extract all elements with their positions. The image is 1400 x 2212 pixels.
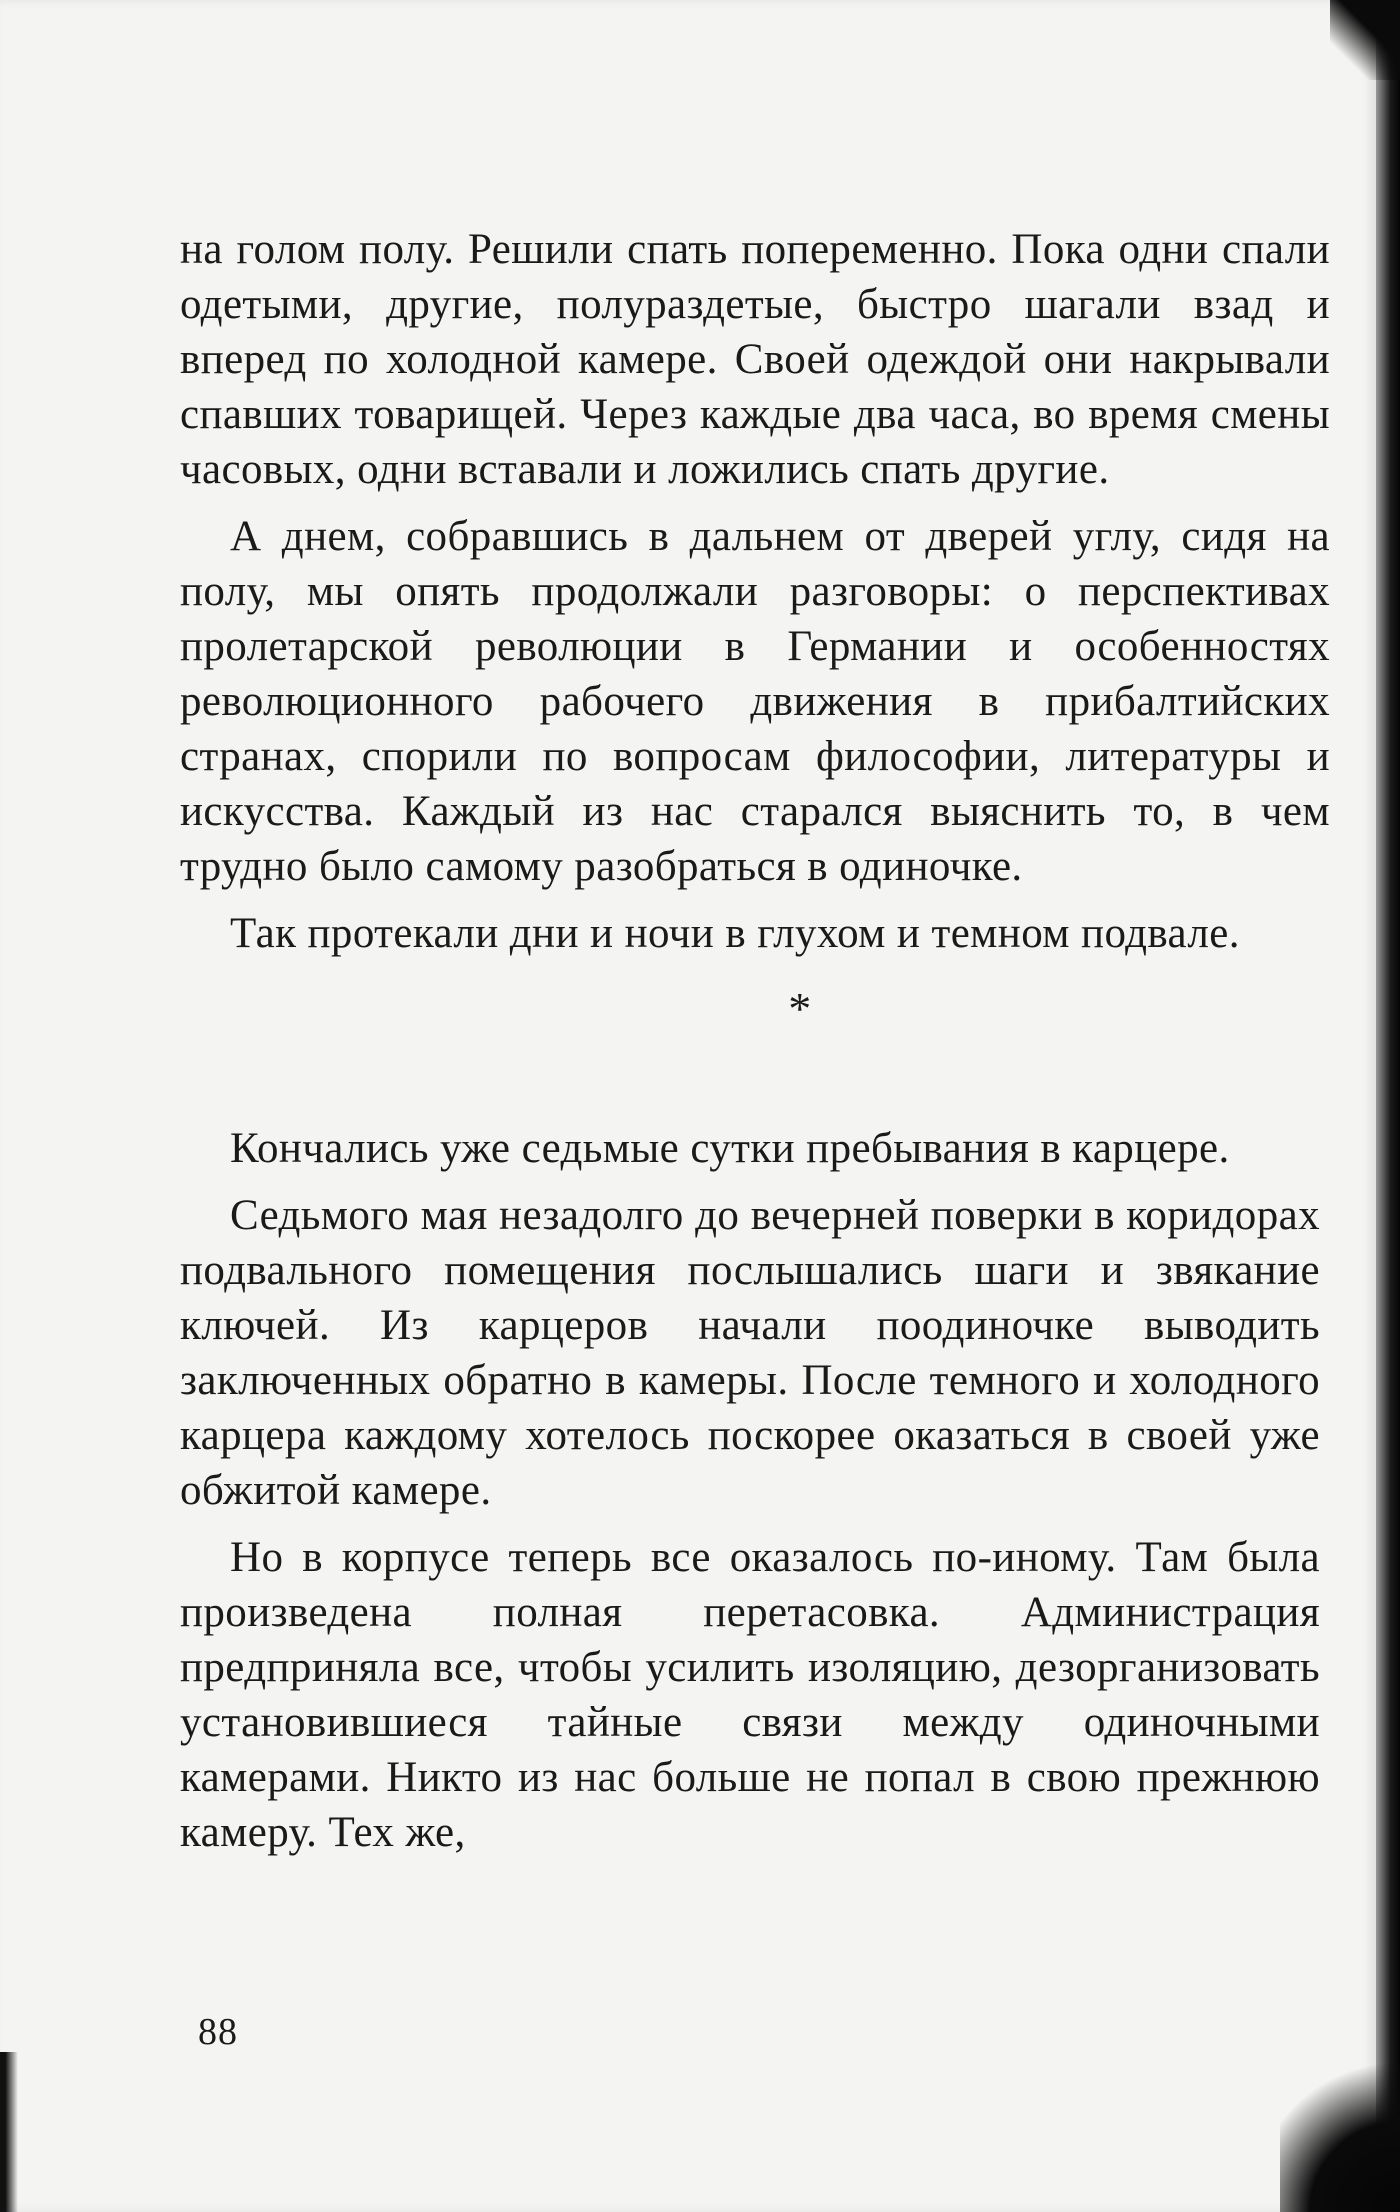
page-right-edge-shadow bbox=[1376, 0, 1400, 2212]
page-body bbox=[180, 222, 1360, 1872]
paragraph-1: на голом полу. Решили спать попеременно. Пока одни спали одетыми, другие, полураздетые, быстро шагали взад и вперед по холодной камере. Своей одеждой они накрывали спавших товарищей. Через каждые два часа, во время смены часовых, одни вставали и ложились спать другие. bbox=[180, 226, 1330, 493]
paragraph-6: Но в корпусе теперь все оказалось по-иному. Там была произведена полная перетасовка. Администрация предприняла все, чтобы усилить изоляцию, дезорганизовать установившиеся тайные связи между одиночными камерами. Никто из нас больше не попал в свою прежнюю камеру. Тех же, bbox=[180, 1534, 1320, 1856]
paragraph-2: А днем, собравшись в дальнем от дверей углу, сидя на полу, мы опять продолжали разговоры: о перспективах пролетарской революции в Германии и особенностях революционного рабочего движения в прибалтийских странах, спорили по вопросам философии, литературы и искусства. Каждый из нас старался выяснить то, в чем трудно было самому разобраться в одиночке. bbox=[180, 513, 1330, 890]
section-divider: * bbox=[788, 983, 812, 1034]
paragraph-4: Кончались уже седьмые сутки пребывания в карцере. bbox=[230, 1125, 1230, 1172]
paragraph-3: Так протекали дни и ночи в глухом и темном подвале. bbox=[230, 910, 1240, 957]
top-right-corner-shadow bbox=[1330, 0, 1400, 80]
bottom-right-corner-shadow bbox=[1280, 2052, 1400, 2212]
page-number: 88 bbox=[198, 2011, 238, 2053]
bottom-left-edge-shadow bbox=[0, 2052, 18, 2212]
paragraph-5: Седьмого мая незадолго до вечерней поверки в коридорах подвального помещения послышались шаги и звякание ключей. Из карцеров начали поодиночке выводить заключенных обратно в камеры. После темного и холодного карцера каждому хотелось поскорее оказаться в своей уже обжитой камере. bbox=[180, 1192, 1320, 1514]
